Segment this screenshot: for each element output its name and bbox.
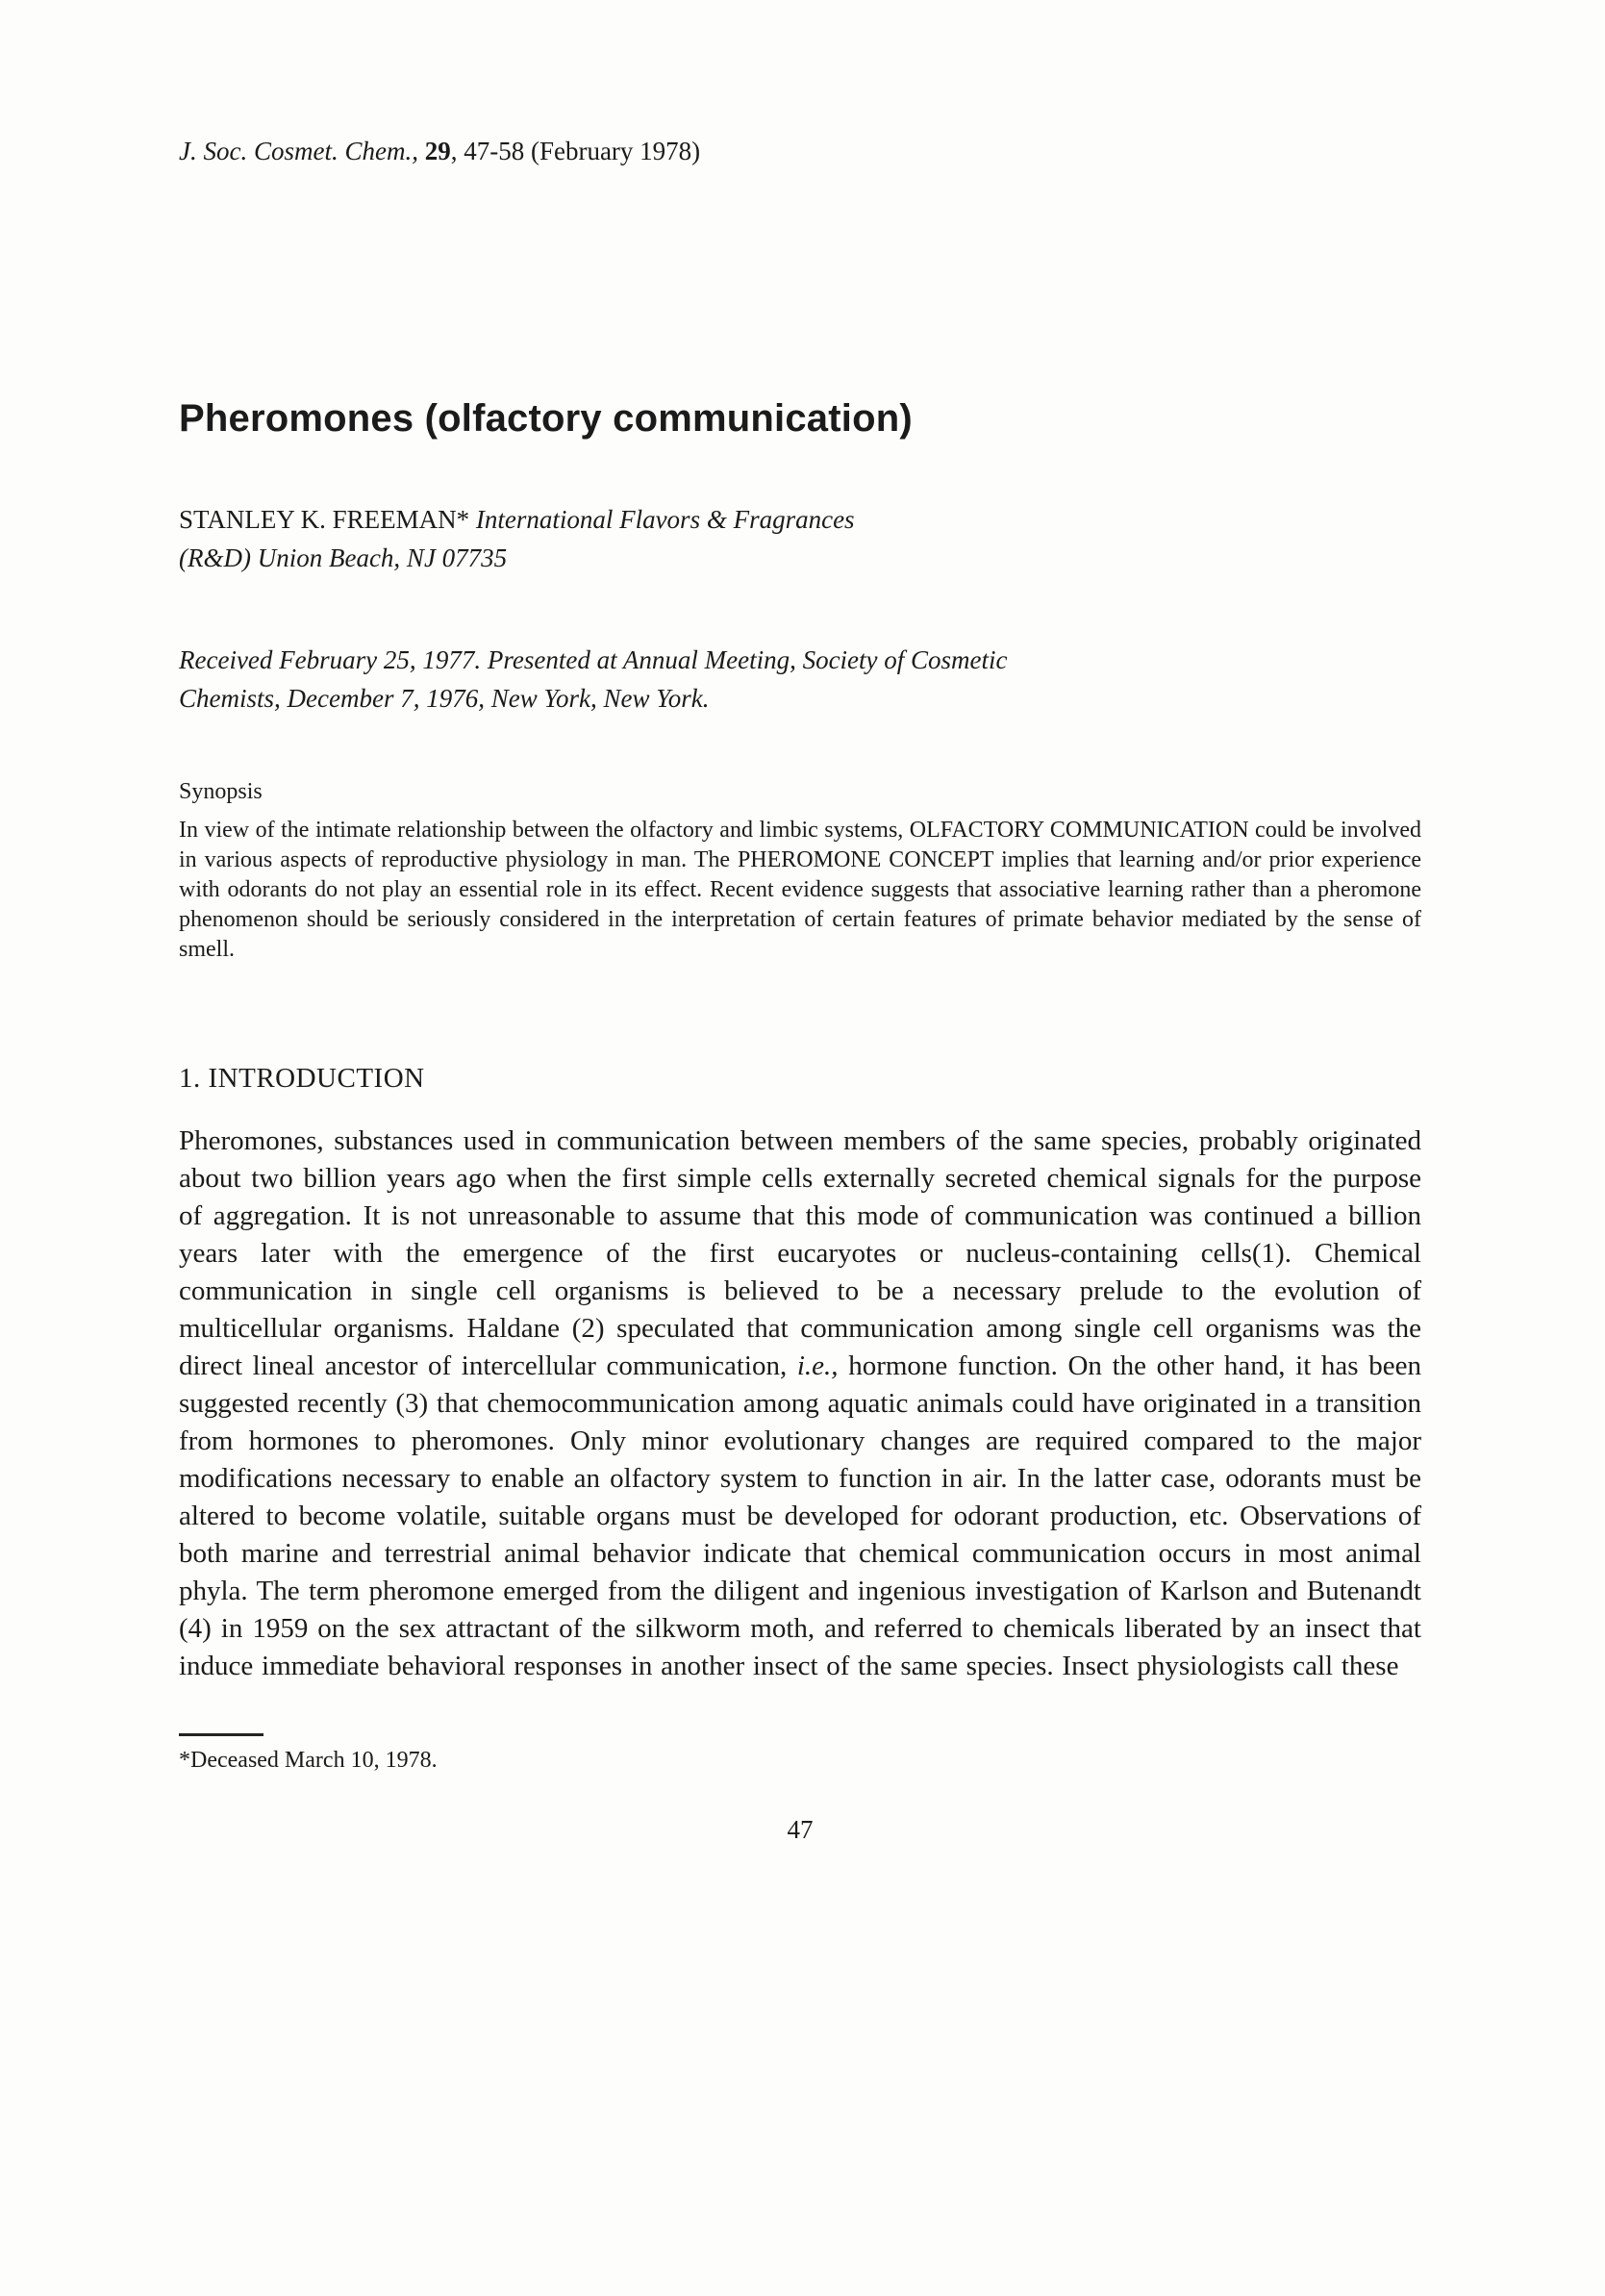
- footnote-deceased: *Deceased March 10, 1978.: [179, 1748, 438, 1773]
- journal-citation: [179, 135, 1421, 167]
- page-number: 47: [787, 1815, 814, 1844]
- introduction-paragraph: [179, 1123, 1421, 1685]
- journal-volume: 29: [424, 137, 451, 165]
- paragraph-text-continued: hormone function. On the other hand, it has been suggested recently (3) that chemocommunication among aquatic animals could have originated in a transition from hormones to pheromones. Only minor evolutionary changes are required compared to the major modifications necessary to enable an olfactory system to function in air. In the latter case, odorants must be altered to become volatile, suitable organs must be developed for odorant production, etc. Observations of both marine and terrestrial animal behavior indicate that chemical communication occurs in most animal phyla. The term pheromone emerged from the diligent and ingenious investigation of Karlson and Butenandt (4) in 1959 on the sex attractant of the silkworm moth, and referred to chemicals liberated by an insect that induce immediate behavioral responses in another insect of the same species. Insect physiologists call these: [179, 1350, 1421, 1681]
- section-heading-introduction: 1. INTRODUCTION: [179, 1063, 425, 1094]
- footnote-rule: [179, 1733, 263, 1736]
- synopsis-text: In view of the intimate relationship between the olfactory and limbic systems, OLFACTORY COMMUNICATION could be involved in various aspects of reproductive physiology in man. The PHEROMONE CONCEPT implies that learning and/or prior experience with odorants do not play an essential role in its effect. Recent evidence suggests that associative learning rather than a pheromone phenomenon should be seriously considered in the interpretation of certain features of primate behavior mediated by the sense of smell.: [179, 818, 1421, 962]
- synopsis-heading: Synopsis: [179, 779, 263, 804]
- journal-issue-info: , 47-58 (February 1978): [450, 137, 701, 165]
- received-note: Received February 25, 1977. Presented at Annual Meeting, Society of Cosmetic Chemists, December 7, 1976, New York, New York.: [179, 645, 1008, 713]
- author-line: [179, 500, 1421, 539]
- author-affiliation-2: (R&D) Union Beach, NJ 07735: [179, 543, 508, 572]
- paragraph-italic-ie: i.e.,: [796, 1350, 839, 1381]
- paper-title: Pheromones (olfactory communication): [179, 397, 913, 440]
- journal-name: J. Soc. Cosmet. Chem.,: [179, 137, 425, 165]
- paragraph-text: Pheromones, substances used in communication between members of the same species, probably originated about two billion years ago when the first simple cells externally secreted chemical signals for the purpose of aggregation. It is not unreasonable to assume that this mode of communication was continued a billion years later with the emergence of the first eucaryotes or nucleus-containing cells(1). Chemical communication in single cell organisms is believed to be a necessary prelude to the evolution of multicellular organisms. Haldane (2) speculated that communication among single cell organisms was the direct lineal ancestor of intercellular communication,: [179, 1125, 1421, 1381]
- author-affiliation: International Flavors & Fragrances: [475, 505, 855, 534]
- author-name: STANLEY K. FREEMAN*: [179, 505, 476, 534]
- page-content: [179, 0, 1421, 1845]
